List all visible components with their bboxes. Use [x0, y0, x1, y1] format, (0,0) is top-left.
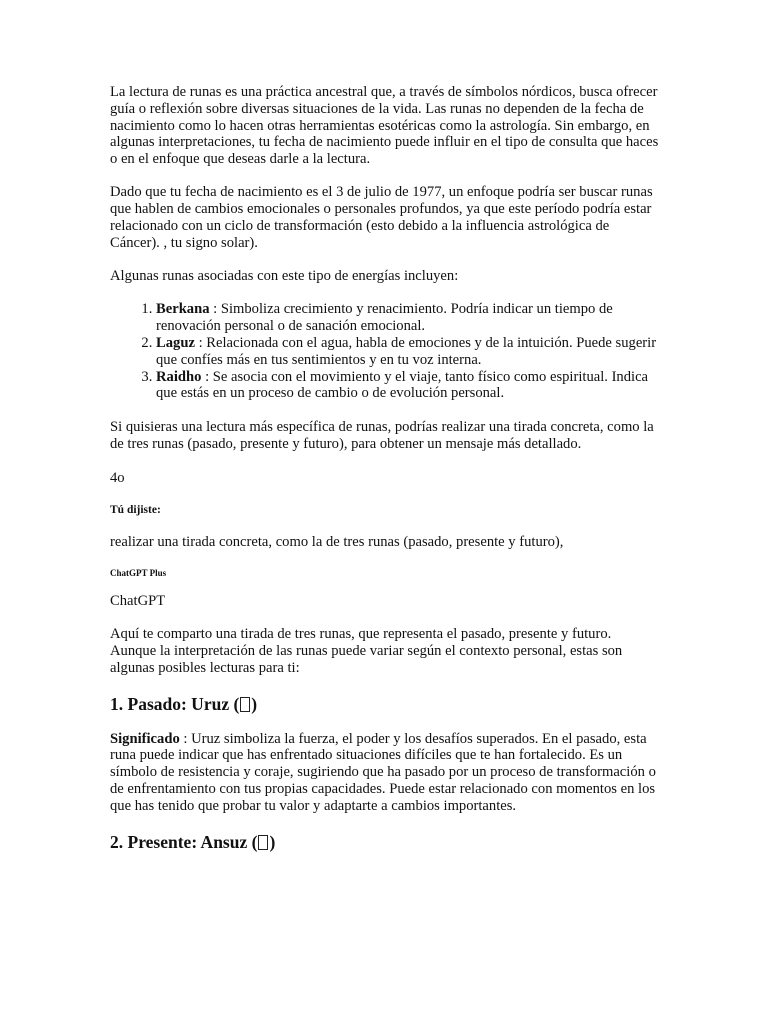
meaning-text: : Uruz simboliza la fuerza, el poder y los desafíos superados. En el pasado, esta runa puede indicar que has enfrentado situaciones difíciles que te han fortalecido. Es un símbolo de resistencia y coraje, sugiriendo que ha pasado por un proceso de transformación o de enfrentamiento con tus propias capacidades. Puede estar relacionado con momentos en los que has tenido que probar tu valor y adaptarte a cambios importantes. [110, 730, 656, 814]
rune-description: : Se asocia con el movimiento y el viaje, tanto físico como espiritual. Indica que estás en un proceso de cambio o de evolución personal. [156, 368, 649, 402]
model-tag: 4o [110, 470, 125, 487]
assistant-label-small: ChatGPT Plus [110, 567, 167, 578]
intro-paragraph-2: Dado que tu fecha de nacimiento es el 3 de julio de 1977, un enfoque podría ser buscar runas que hablen de cambios emocionales o personales profundos, ya que este período podría estar relacionado con un ciclo de transformación (esto debido a la influencia astrológica de Cáncer). , tu signo solar). [110, 184, 653, 251]
intro-paragraph-1: La lectura de runas es una práctica ancestral que, a través de símbolos nórdicos, busca ofrecer guía o reflexión sobre diversas situaciones de la vida. Las runas no dependen de la fecha de nacimiento como lo hacen otras herramientas esotéricas como la astrología. Sin embargo, en algunas interpretaciones, tu fecha de nacimiento puede influir en el tipo de consulta que haces o en el enfoque que deseas darle a la lectura. [110, 84, 659, 168]
rune-name: Raidho [156, 368, 202, 385]
intro-paragraph-3: Algunas runas asociadas con este tipo de energías incluyen: [110, 268, 459, 285]
user-message: realizar una tirada concreta, como la de tres runas (pasado, presente y futuro), [110, 534, 564, 551]
ansuz-rune-icon [258, 835, 268, 850]
meaning-paragraph [110, 731, 660, 815]
section-heading-past: 1. Pasado: Uruz ( ) [110, 693, 258, 714]
rune-name: Laguz [156, 335, 195, 352]
paragraph-5: Aquí te comparto una tirada de tres runas, que representa el pasado, presente y futuro. Aunque la interpretación de las runas puede variar según el contexto personal, estas son algunas posibles lecturas para ti: [110, 626, 623, 676]
list-item [156, 335, 660, 369]
paragraph-4: Si quisieras una lectura más específica de runas, podrías realizar una tirada concreta, como la de tres runas (pasado, presente y futuro), para obtener un mensaje más detallado. [110, 418, 654, 452]
uruz-rune-icon [240, 697, 250, 712]
runes-list [110, 301, 660, 402]
list-item [156, 301, 660, 335]
document-page [110, 84, 660, 853]
rune-name: Berkana [156, 301, 210, 318]
meaning-label: Significado [110, 730, 180, 747]
section-heading-present: 2. Presente: Ansuz ( ) [110, 831, 276, 852]
rune-description: : Relacionada con el agua, habla de emociones y de la intuición. Puede sugerir que confíes más en tus sentimientos y en tu voz interna. [156, 335, 657, 368]
user-label: Tú dijiste: [110, 504, 161, 517]
rune-description: : Simboliza crecimiento y renacimiento. Podría indicar un tiempo de renovación personal o de sanación emocional. [156, 301, 613, 335]
assistant-label: ChatGPT [110, 592, 166, 609]
list-item [156, 369, 660, 403]
